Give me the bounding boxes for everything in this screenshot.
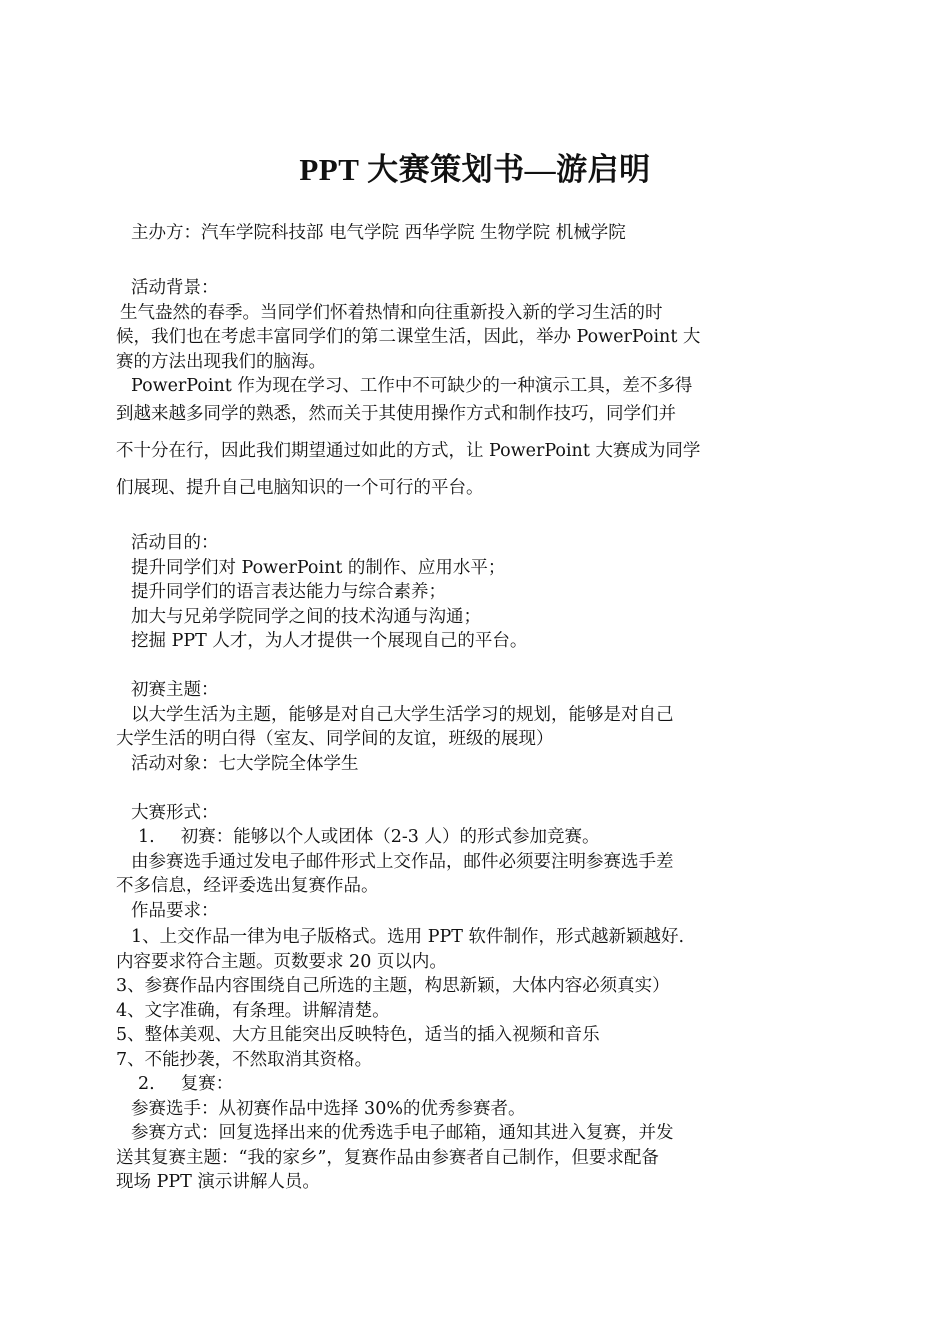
document-body [116,221,832,1195]
requirements-label: 作品要求： [131,900,219,921]
requirement-item: 7、不能抄袭，不然取消其资格。 [116,1049,373,1070]
requirement-item: 4、文字准确，有条理。讲解清楚。 [116,1000,390,1021]
round2-method-line: 现场 PPT 演示讲解人员。 [116,1172,320,1192]
round1-number: 1. [138,827,155,847]
round2-selection-line: 参赛选手：从初赛作品中选择 30%的优秀参赛者。 [131,1098,526,1119]
background-para2-line: PowerPoint 作为现在学习、工作中不可缺少的一种演示工具，差不多得 [131,376,693,396]
background-label: 活动背景： [131,278,219,298]
target-line: 活动对象：七大学院全体学生 [131,753,359,774]
requirement-item: 1、上交作品一律为电子版格式。选用 PPT 软件制作，形式越新颖越好. [131,927,685,947]
round2-method-line: 参赛方式：回复选择出来的优秀选手电子邮箱，通知其进入复赛，并发 [131,1123,674,1143]
background-para2-line: 们展现、提升自己电脑知识的一个可行的平台。 [116,477,484,498]
background-para1-line: 候，我们也在考虑丰富同学们的第二课堂生活，因此，举办 PowerPoint 大 [116,327,701,347]
purpose-item: 挖掘 PPT 人才，为人才提供一个展现自己的平台。 [131,631,528,651]
requirement-item: 内容要求符合主题。页数要求 20 页以内。 [116,951,447,972]
round2-line [116,1072,832,1097]
purpose-item: 提升同学们的语言表达能力与综合素养； [131,582,446,602]
purpose-label: 活动目的： [131,533,219,553]
requirement-item: 3、参赛作品内容围绕自己所选的主题，构思新颖，大体内容必须真实） [116,976,670,996]
round2-text: 复赛： [180,1074,234,1094]
background-para2-line: 不十分在行，因此我们期望通过如此的方式，让 PowerPoint 大赛成为同学 [116,440,701,461]
theme-line: 以大学生活为主题，能够是对自己大学生活学习的规划，能够是对自己 [131,704,674,725]
round2-number: 2. [138,1074,155,1094]
theme-label: 初赛主题： [131,680,219,700]
organizer-line: 主办方：汽车学院科技部 电气学院 西华学院 生物学院 机械学院 [131,223,626,243]
purpose-item: 提升同学们对 PowerPoint 的制作、应用水平； [131,557,506,578]
round1-line [116,825,832,850]
round2-method-line: 送其复赛主题：“我的家乡”，复赛作品由参赛者自己制作，但要求配备 [116,1147,659,1168]
round1-text: 初赛：能够以个人或团体（2-3 人）的形式参加竞赛。 [180,827,600,847]
background-para1-line: 生气盎然的春季。当同学们怀着热情和向往重新投入新的学习生活的时 [120,302,663,323]
round1-desc-line: 由参赛选手通过发电子邮件形式上交作品，邮件必须要注明参赛选手差 [131,851,674,872]
format-label: 大赛形式： [131,802,219,823]
background-para1-line: 赛的方法出现我们的脑海。 [116,351,326,372]
document-title: PPT 大赛策划书—游启明 [299,152,651,187]
round1-desc-line: 不多信息，经评委选出复赛作品。 [116,876,379,896]
purpose-item: 加大与兄弟学院同学之间的技术沟通与沟通； [131,606,481,627]
theme-line: 大学生活的明白得（室友、同学间的友谊，班级的展现） [116,729,554,749]
background-para2-line: 到越来越多同学的熟悉，然而关于其使用操作方式和制作技巧，同学们并 [116,403,676,424]
requirement-item: 5、整体美观、大方且能突出反映特色，适当的插入视频和音乐 [116,1025,600,1045]
